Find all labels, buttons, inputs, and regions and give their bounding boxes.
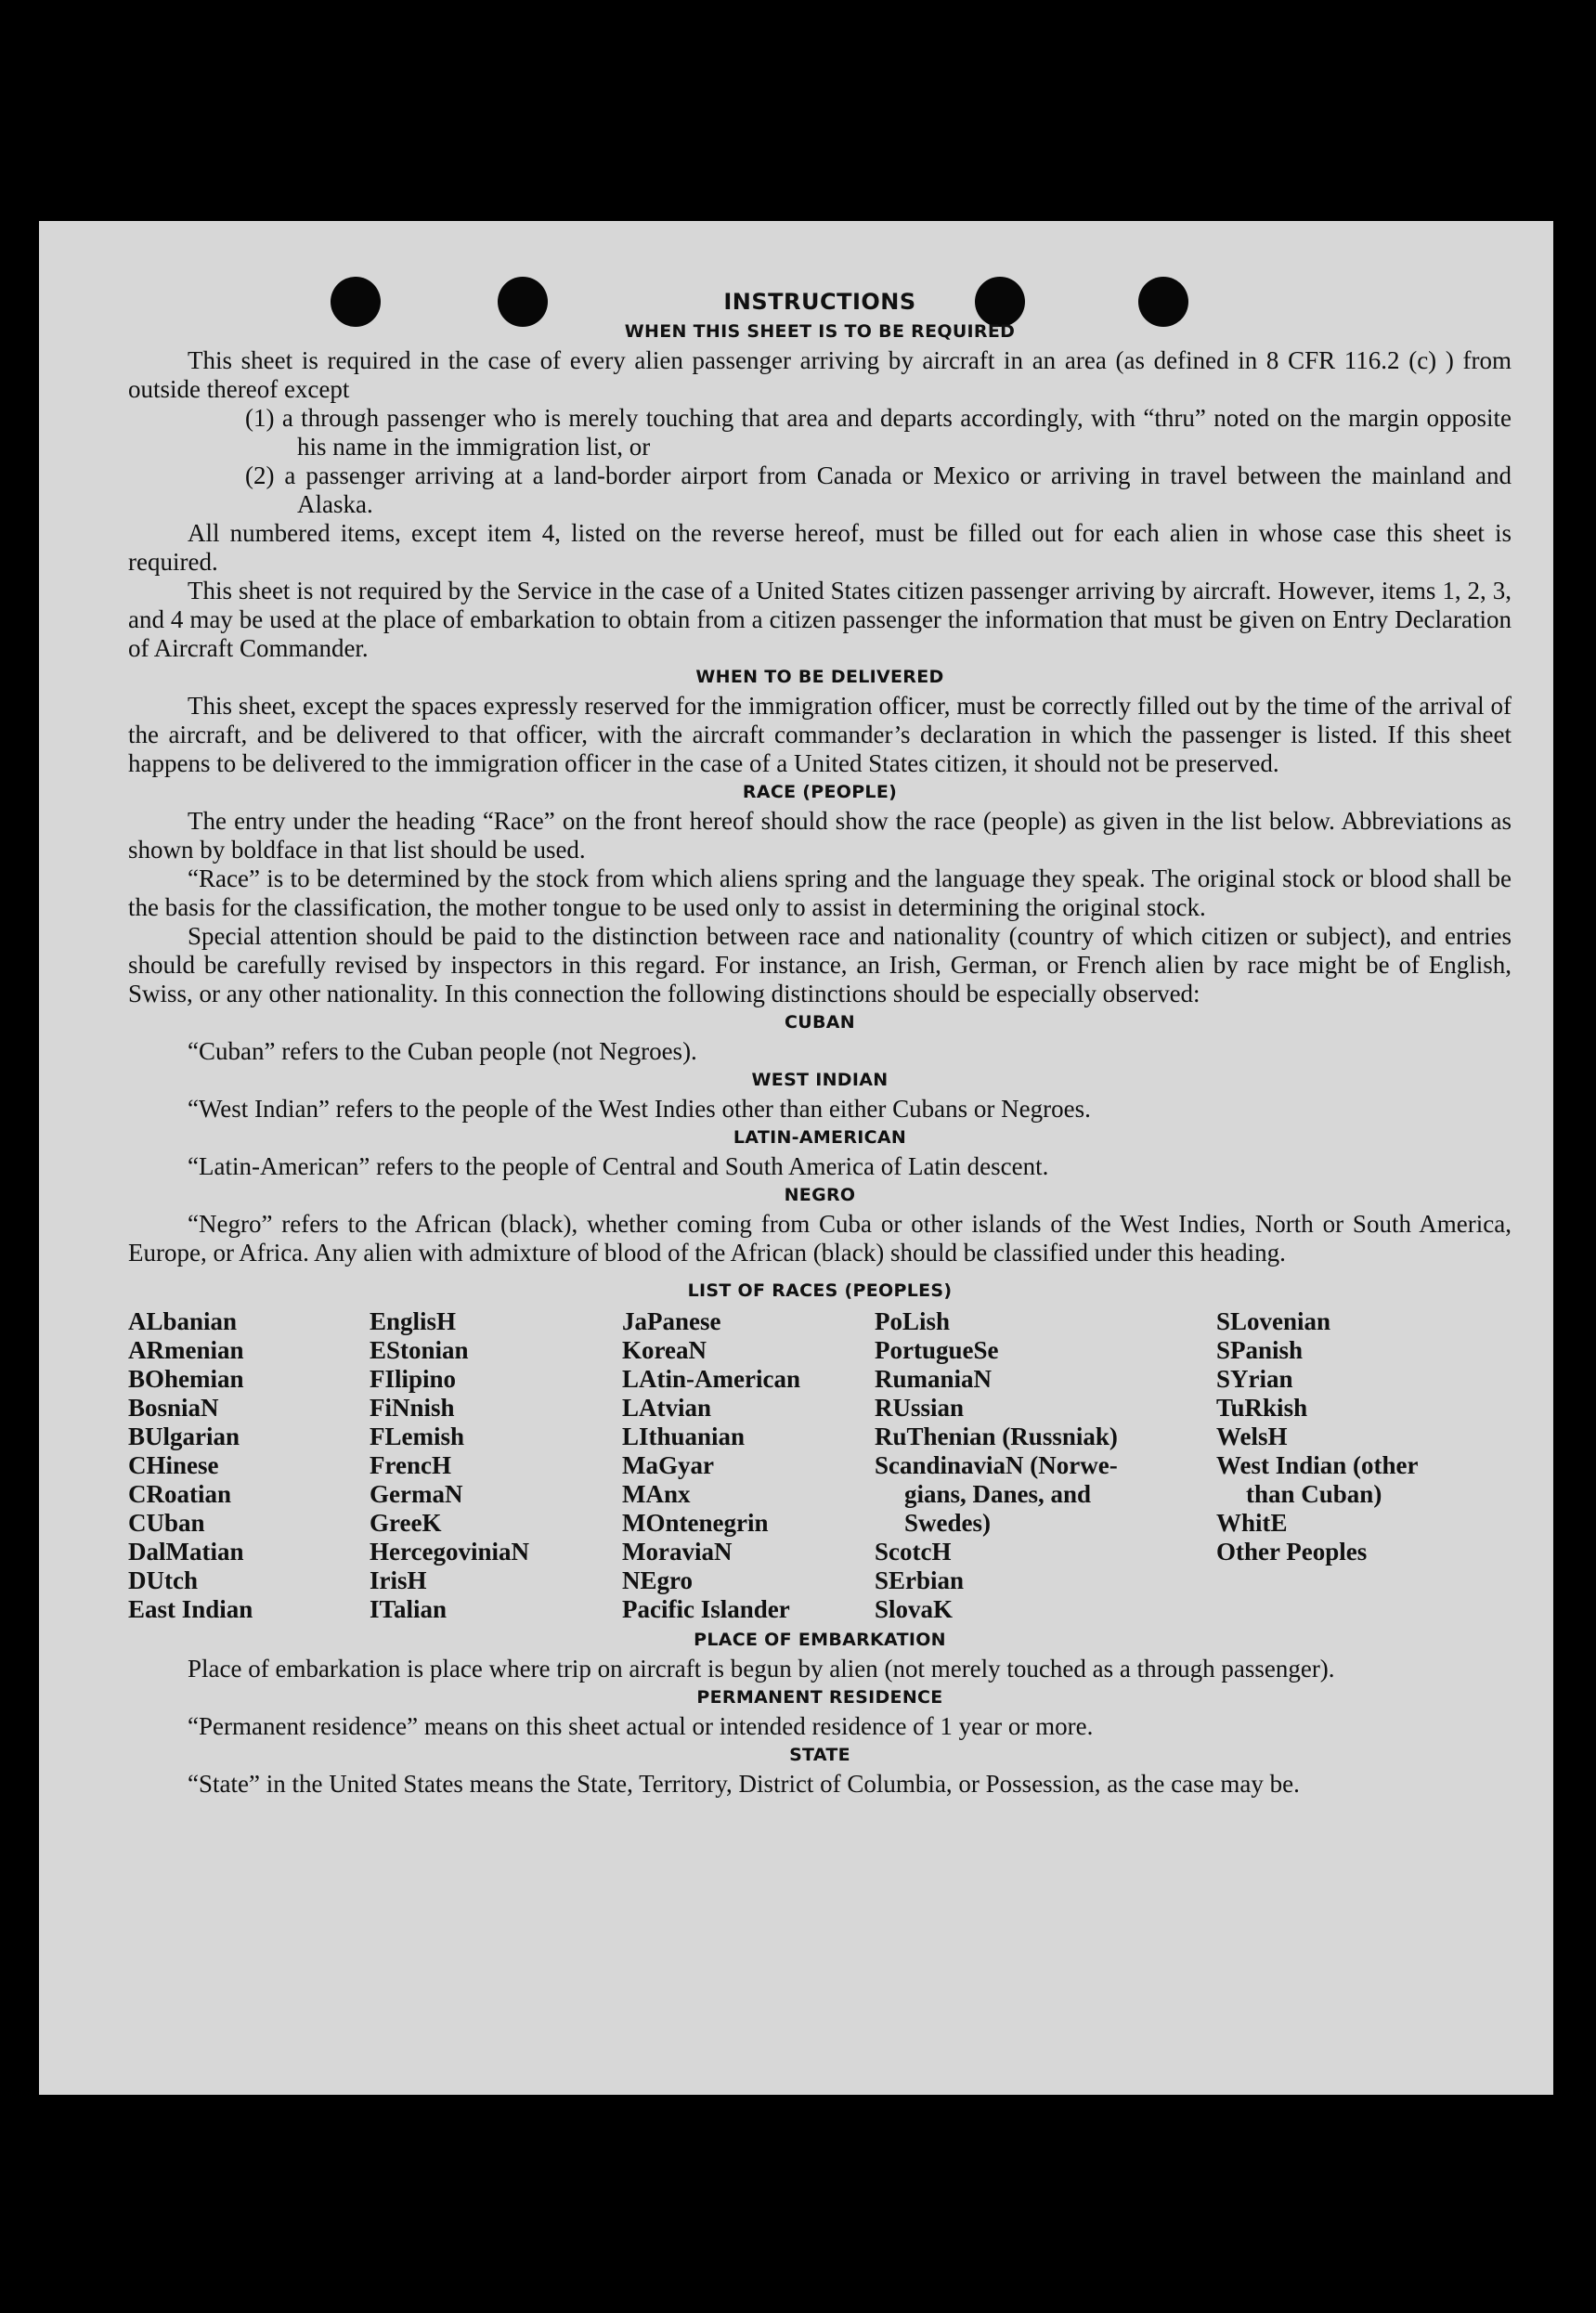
heading-list-of-races: LIST OF RACES (PEOPLES): [687, 1280, 953, 1301]
race-entry: SYrian: [1216, 1365, 1293, 1393]
race-entry-continuation: than Cuban): [1246, 1480, 1382, 1508]
race-entry: WhitE: [1216, 1509, 1288, 1537]
race-entry: MoraviaN: [622, 1538, 733, 1566]
exception-2: (2) a passenger arriving at a land-border airport from Canada or Mexico or arriving in travel between the mainland and Alaska.: [245, 461, 1512, 518]
heading-west-indian: WEST INDIAN: [751, 1070, 889, 1090]
race-entry: KoreaN: [622, 1336, 707, 1364]
race-entry: WelsH: [1216, 1423, 1288, 1450]
race-entry: FLemish: [370, 1423, 465, 1450]
heading-latin-american: LATIN-AMERICAN: [733, 1127, 907, 1148]
race-entry: FIlipino: [370, 1365, 457, 1393]
race-paragraph-1: The entry under the heading “Race” on the front hereof should show the race (people) as given in the list below. Abbreviations as shown by boldface in that list should be used.: [128, 807, 1512, 864]
numbered-items-paragraph: All numbered items, except item 4, listed on the reverse hereof, must be filled out for each alien in whose case this sheet is required.: [128, 519, 1512, 576]
residence-text: “Permanent residence” means on this sheet actual or intended residence of 1 year or more.: [188, 1712, 1094, 1740]
race-entry: RumaniaN: [875, 1365, 993, 1393]
required-intro: This sheet is required in the case of every alien passenger arriving by aircraft in an area (as defined in 8 CFR 116.2 (c) ) from outside thereof except: [128, 346, 1512, 403]
race-entry: MAnx: [622, 1480, 691, 1508]
race-paragraph-2: “Race” is to be determined by the stock from which aliens spring and the language they speak. The original stock or blood shall be the basis for the classification, the mother tongue to be used only to assist in determining the original stock.: [128, 864, 1512, 921]
race-entry: ALbanian: [128, 1307, 238, 1335]
race-entry: BosniaN: [128, 1394, 219, 1422]
race-entry: East Indian: [128, 1595, 253, 1623]
heading-when-delivered: WHEN TO BE DELIVERED: [695, 667, 944, 687]
race-entry: RuThenian (Russniak): [875, 1423, 1118, 1450]
instructions-body: [128, 286, 1512, 1799]
race-entry: LAtvian: [622, 1394, 712, 1422]
race-entry: BOhemian: [128, 1365, 244, 1393]
race-entry: Pacific Islander: [622, 1595, 790, 1623]
race-entry: SErbian: [875, 1566, 965, 1594]
race-entry: GreeK: [370, 1509, 442, 1537]
document-sheet: [39, 221, 1553, 2095]
race-entry: BUlgarian: [128, 1423, 240, 1450]
race-entry: CRoatian: [128, 1480, 232, 1508]
race-entry: GermaN: [370, 1480, 463, 1508]
latin-american-text: “Latin-American” refers to the people of Central and South America of Latin descent.: [188, 1152, 1049, 1180]
heading-state: STATE: [789, 1745, 850, 1765]
race-entry: IrisH: [370, 1566, 427, 1594]
races-list: [128, 1307, 1512, 1624]
race-entry: MOntenegrin: [622, 1509, 769, 1537]
state-text: “State” in the United States means the State, Territory, District of Columbia, or Possession, as the case may be.: [188, 1770, 1300, 1798]
race-entry: MaGyar: [622, 1451, 714, 1479]
race-entry: NEgro: [622, 1566, 694, 1594]
race-entry: LAtin-American: [622, 1365, 800, 1393]
race-entry: SPanish: [1216, 1336, 1304, 1364]
races-column-1: [128, 1307, 370, 1624]
races-column-2: [370, 1307, 622, 1624]
races-column-3: [622, 1307, 875, 1624]
race-entry: SlovaK: [875, 1595, 954, 1623]
race-paragraph-3: Special attention should be paid to the distinction between race and nationality (country of which citizen or subject), and entries should be carefully revised by inspectors in this regard. For instance, an Irish, German, or French alien by race might be of English, Swiss, or any other nationality. In this connection the following distinctions should be especially observed:: [128, 922, 1512, 1007]
race-entry: FrencH: [370, 1451, 451, 1479]
race-entry: HercegoviniaN: [370, 1538, 529, 1566]
race-entry: TuRkish: [1216, 1394, 1308, 1422]
race-entry: EStonian: [370, 1336, 469, 1364]
race-entry: CHinese: [128, 1451, 219, 1479]
citizen-paragraph: This sheet is not required by the Service in the case of a United States citizen passenger arriving by aircraft. However, items 1, 2, 3, and 4 may be used at the place of embarkation to obtain from a citizen passenger the information that must be given on Entry Declaration of Aircraft Commander.: [128, 577, 1512, 662]
race-entry: ITalian: [370, 1595, 448, 1623]
race-entry-continuation: Swedes): [904, 1509, 991, 1537]
race-entry: CUban: [128, 1509, 205, 1537]
heading-when-required: WHEN THIS SHEET IS TO BE REQUIRED: [624, 321, 1016, 342]
race-entry: West Indian (other: [1216, 1451, 1419, 1479]
race-entry: ARmenian: [128, 1336, 244, 1364]
heading-permanent-residence: PERMANENT RESIDENCE: [696, 1687, 943, 1708]
race-entry: JaPanese: [622, 1307, 721, 1335]
race-entry: Other Peoples: [1216, 1538, 1368, 1566]
race-entry: PortugueSe: [875, 1336, 999, 1364]
race-entry: FiNnish: [370, 1394, 455, 1422]
race-entry: ScotcH: [875, 1538, 952, 1566]
delivered-paragraph: This sheet, except the spaces expressly reserved for the immigration officer, must be correctly filled out by the time of the arrival of the aircraft, and be delivered to that officer, with the aircraft commander’s declaration in which the passenger is listed. If this sheet happens to be delivered to the immigration officer in the case of a United States citizen, it should not be preserved.: [128, 692, 1512, 777]
race-entry: LIthuanian: [622, 1423, 746, 1450]
race-entry: ScandinaviaN (Norwe-: [875, 1451, 1118, 1479]
heading-place-of-embarkation: PLACE OF EMBARKATION: [694, 1630, 946, 1650]
heading-negro: NEGRO: [784, 1185, 856, 1205]
west-indian-text: “West Indian” refers to the people of the West Indies other than either Cubans or Negroes.: [188, 1095, 1091, 1123]
races-column-4: [875, 1307, 1216, 1624]
races-column-5: [1216, 1307, 1512, 1624]
race-entry: DalMatian: [128, 1538, 244, 1566]
race-entry-continuation: gians, Danes, and: [904, 1480, 1092, 1508]
race-entry: SLovenian: [1216, 1307, 1331, 1335]
heading-cuban: CUBAN: [785, 1012, 855, 1033]
race-entry: PoLish: [875, 1307, 951, 1335]
exception-1: (1) a through passenger who is merely touching that area and departs accordingly, with “thru” noted on the margin opposite his name in the immigration list, or: [245, 404, 1512, 461]
race-entry: DUtch: [128, 1566, 198, 1594]
document-title: INSTRUCTIONS: [723, 289, 916, 315]
embarkation-text: Place of embarkation is place where trip on aircraft is begun by alien (not merely touched as a through passenger).: [188, 1655, 1335, 1683]
negro-text: “Negro” refers to the African (black), whether coming from Cuba or other islands of the West Indies, North or South America, Europe, or Africa. Any alien with admixture of blood of the African (black) should be classified under this heading.: [128, 1210, 1512, 1267]
race-entry: EnglisH: [370, 1307, 457, 1335]
cuban-text: “Cuban” refers to the Cuban people (not Negroes).: [188, 1037, 697, 1065]
heading-race: RACE (PEOPLE): [742, 782, 898, 802]
race-entry: RUssian: [875, 1394, 965, 1422]
